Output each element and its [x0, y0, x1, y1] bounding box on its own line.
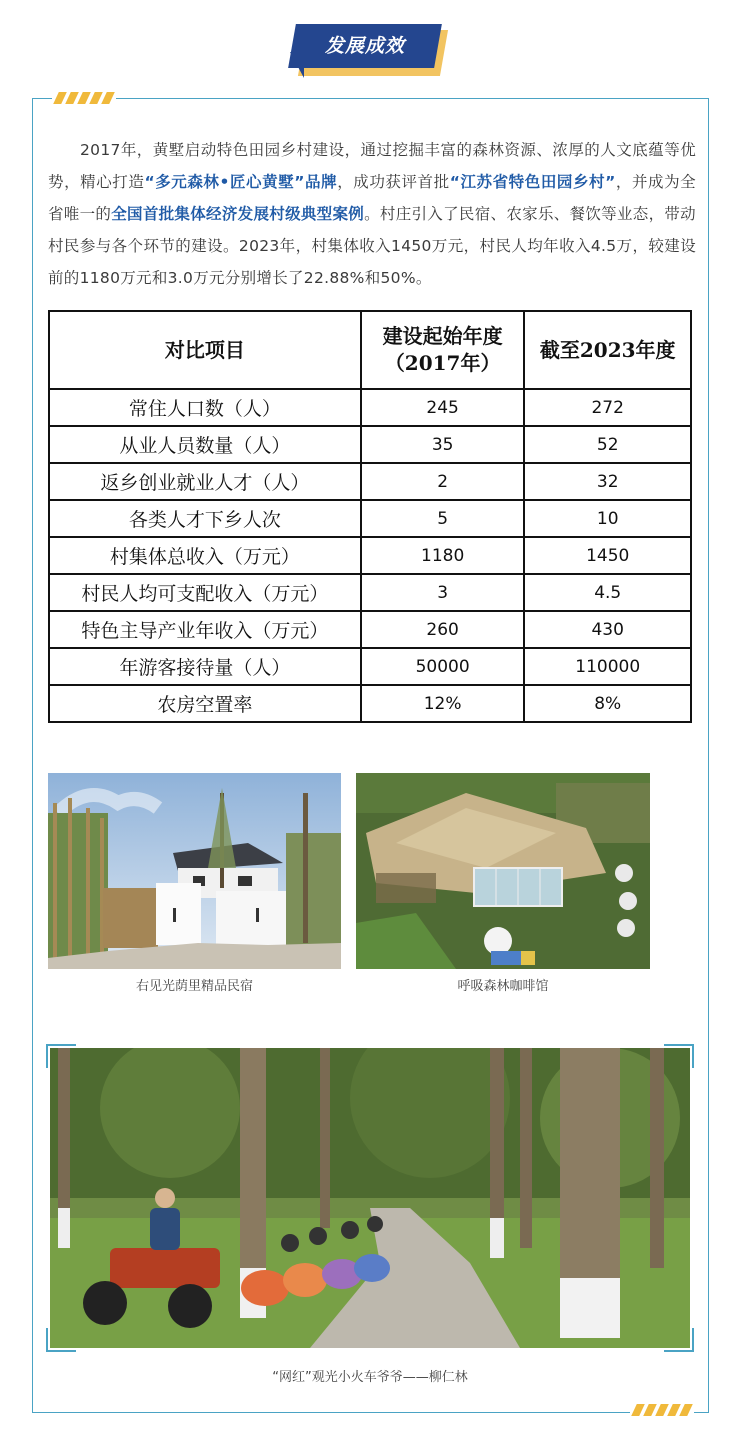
photo-cafe: [356, 773, 650, 969]
table-row: 从业人员数量（人） 35 52: [49, 426, 691, 463]
caption-mini-train: “网红”观光小火车爷爷——柳仁林: [272, 1370, 468, 1385]
header-item: 对比项目: [49, 311, 361, 389]
table-row: 村集体总收入（万元） 1180 1450: [49, 537, 691, 574]
section-title: 发展成效: [324, 35, 405, 57]
photo-corner: [664, 1328, 694, 1352]
decor-dashes-bottom: [630, 1404, 694, 1416]
table-row: 村民人均可支配收入（万元） 3 4.5: [49, 574, 691, 611]
header-start-year: 建设起始年度 （2017年）: [361, 311, 525, 389]
decor-dashes-top: [52, 92, 116, 104]
table-header-row: [49, 311, 691, 389]
photo-homestay: [48, 773, 341, 969]
table-row: 农房空置率 12% 8%: [49, 685, 691, 722]
caption-cafe: 呼吸森林咖啡馆: [457, 979, 549, 994]
section-banner: [292, 18, 448, 80]
photo-corner: [664, 1044, 694, 1068]
photo-corner: [46, 1044, 76, 1068]
comparison-table: [48, 310, 692, 723]
table-row: 返乡创业就业人才（人） 2 32: [49, 463, 691, 500]
table-row: 年游客接待量（人） 50000 110000: [49, 648, 691, 685]
header-2023: 截至2023年度: [524, 311, 691, 389]
intro-paragraph: 2017年，黄墅启动特色田园乡村建设，通过挖掘丰富的森林资源、浓厚的人文底蕴等优势，精心打造“多元森林•匠心黄墅”品牌，成功获评首批“江苏省特色田园乡村”，并成为全省唯一的全国首批集体经济发展村级典型案例。村庄引入了民宿、农家乐、餐饮等业态，带动村民参与各个环节的建设。2023年，村集体收入1450万元，村民人均年收入4.5万，较建设前的1180万元和3.0万元分别增长了22.88%和50%。: [48, 140, 696, 287]
photo-mini-train: [50, 1048, 690, 1348]
caption-homestay: 右见光荫里精品民宿: [135, 979, 253, 994]
table-row: 各类人才下乡人次 5 10: [49, 500, 691, 537]
photo-corner: [46, 1328, 76, 1352]
table-row: 常住人口数（人） 245 272: [49, 389, 691, 426]
table-row: 特色主导产业年收入（万元） 260 430: [49, 611, 691, 648]
